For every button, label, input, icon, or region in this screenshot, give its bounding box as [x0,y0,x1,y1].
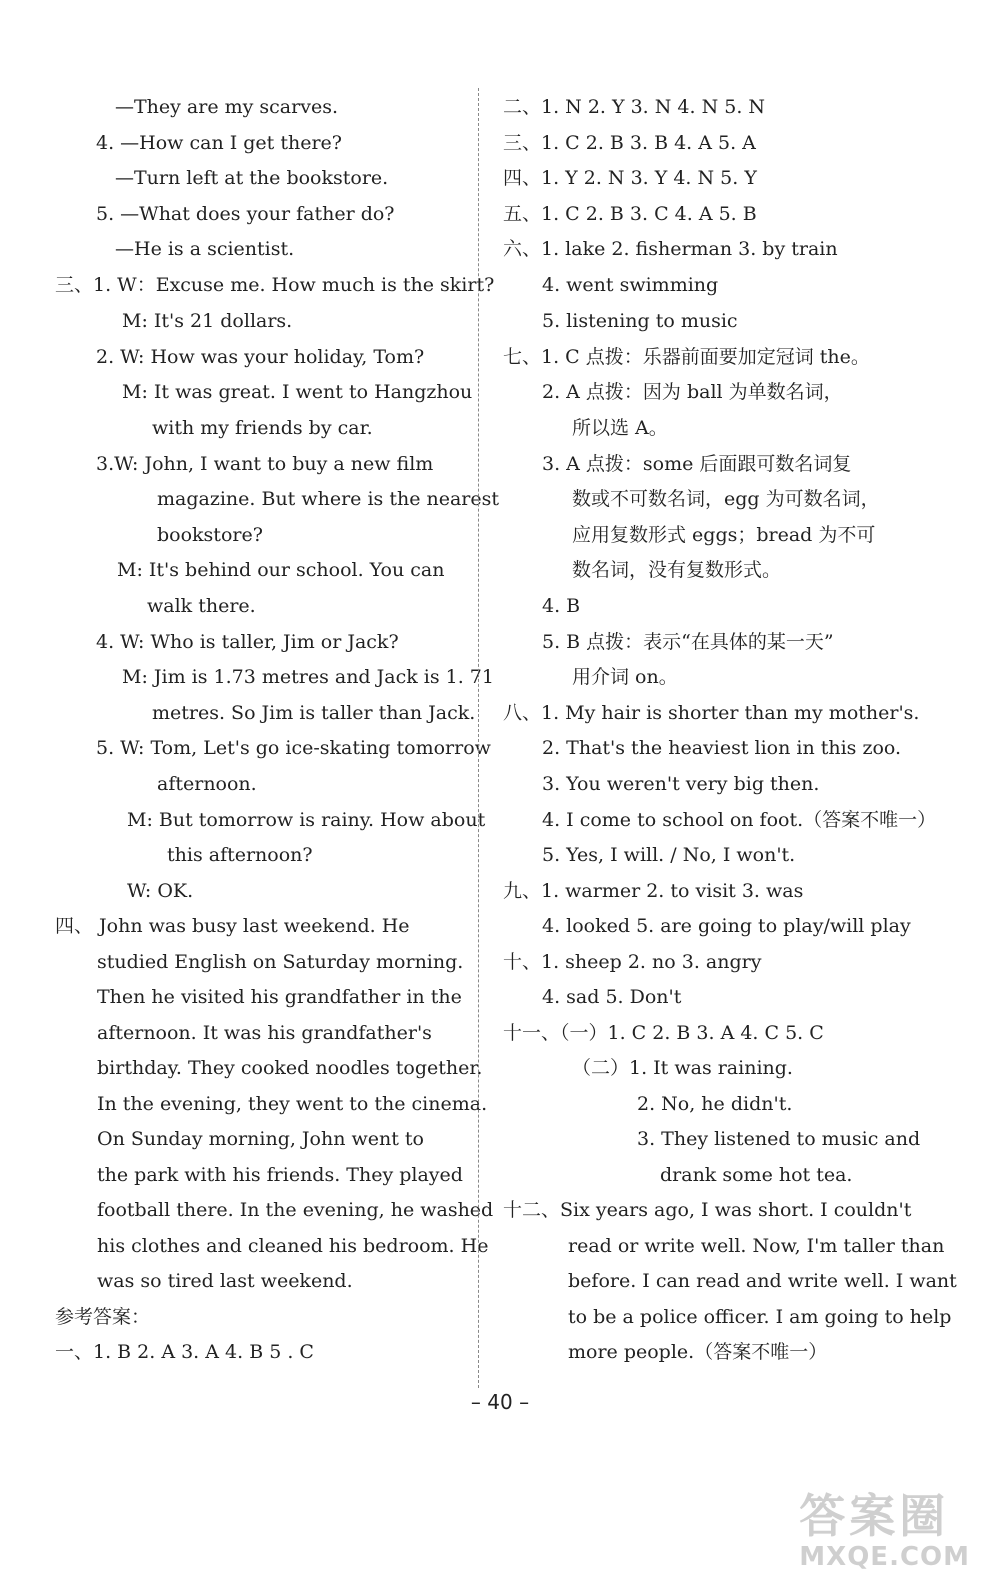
left-line: 4. W: Who is taller, Jim or Jack? [96,631,399,653]
right-line: 九、1. warmer 2. to visit 3. was [503,880,804,902]
right-line: read or write well. Now, I'm taller than [568,1235,945,1257]
left-line: birthday. They cooked noodles together. [97,1057,483,1079]
left-line: 三、1. W：Excuse me. How much is the skirt? [55,274,495,296]
watermark-url: MXQE.COM [799,1542,970,1572]
left-line: 2. W: How was your holiday, Tom? [96,346,425,368]
left-line: football there. In the evening, he washed [97,1199,494,1221]
left-line: —He is a scientist. [115,238,295,260]
page-number: – 40 – [470,1390,530,1414]
left-line: walk there. [147,595,256,617]
right-line: 八、1. My hair is shorter than my mother's. [503,702,920,724]
right-line: 4. went swimming [542,274,719,296]
left-line: On Sunday morning, John went to [97,1128,424,1150]
left-line: this afternoon? [167,844,313,866]
right-line: 5. B 点拨：表示“在具体的某一天” [542,631,834,653]
right-line: 4. sad 5. Don't [542,986,682,1008]
left-line: M: It's behind our school. You can [117,559,445,581]
left-line: M: But tomorrow is rainy. How about [127,809,486,831]
left-line: afternoon. It was his grandfather's [97,1022,432,1044]
right-line: 三、1. C 2. B 3. B 4. A 5. A [503,132,756,154]
left-line: magazine. But where is the nearest [157,488,500,510]
left-line: with my friends by car. [152,417,373,439]
left-line: was so tired last weekend. [97,1270,353,1292]
left-line: the park with his friends. They played [97,1164,463,1186]
right-line: 3. A 点拨：some 后面跟可数名词复 [542,453,852,475]
right-line: 七、1. C 点拨：乐器前面要加定冠词 the。 [503,346,870,368]
left-line: 5. W: Tom, Let's go ice-skating tomorrow [96,737,491,759]
left-line: In the evening, they went to the cinema. [97,1093,488,1115]
left-line: —Turn left at the bookstore. [115,167,389,189]
right-line: 所以选 A。 [572,417,668,439]
left-line: W: OK. [127,880,194,902]
right-line: before. I can read and write well. I want [568,1270,957,1292]
right-line: 数或不可数名词，egg 为可数名词， [572,488,880,510]
right-line: 二、1. N 2. Y 3. N 4. N 5. N [503,96,766,118]
right-line: 4. looked 5. are going to play/will play [542,915,911,937]
left-line: M: It's 21 dollars. [122,310,293,332]
left-line: 5. —What does your father do? [96,203,395,225]
left-line: studied English on Saturday morning. [97,951,464,973]
left-line: —They are my scarves. [115,96,338,118]
right-line: 十一、（一）1. C 2. B 3. A 4. C 5. C [503,1022,824,1044]
right-line: 2. No, he didn't. [637,1093,793,1115]
left-line: metres. So Jim is taller than Jack. [152,702,476,724]
right-line: 2. A 点拨：因为 ball 为单数名词， [542,381,843,403]
right-line: drank some hot tea. [660,1164,853,1186]
watermark-title: 答案圈 [799,1489,950,1543]
right-line: 十二、Six years ago, I was short. I couldn't [503,1199,912,1221]
right-line: to be a police officer. I am going to help [568,1306,952,1328]
watermark [799,1480,970,1572]
right-line: 十、1. sheep 2. no 3. angry [503,951,762,973]
left-line: M: Jim is 1.73 metres and Jack is 1. 71 [122,666,494,688]
left-line: M: It was great. I went to Hangzhou [122,381,473,403]
right-line: 应用复数形式 eggs；bread 为不可 [572,524,876,546]
right-line: 4. B [542,595,581,617]
left-line: 四、 John was busy last weekend. He [55,915,410,937]
right-line: more people.（答案不唯一） [568,1341,828,1363]
right-line: 5. listening to music [542,310,738,332]
right-line: 五、1. C 2. B 3. C 4. A 5. B [503,203,757,225]
right-line: 5. Yes, I will. / No, I won't. [542,844,796,866]
column-divider [478,88,479,1388]
left-line: 3.W: John, I want to buy a new film [96,453,434,475]
right-line: 用介词 on。 [572,666,678,688]
right-line: （二）1. It was raining. [572,1057,793,1079]
left-line: bookstore? [157,524,263,546]
right-line: 2. That's the heaviest lion in this zoo. [542,737,902,759]
right-line: 3. You weren't very big then. [542,773,820,795]
right-line: 六、1. lake 2. fisherman 3. by train [503,238,838,260]
left-line: afternoon. [157,773,257,795]
right-line: 数名词，没有复数形式。 [572,559,782,581]
left-line: 一、1. B 2. A 3. A 4. B 5 . C [55,1341,314,1363]
right-line: 4. I come to school on foot.（答案不唯一） [542,809,937,831]
left-line: his clothes and cleaned his bedroom. He [97,1235,489,1257]
right-line: 四、1. Y 2. N 3. Y 4. N 5. Y [503,167,757,189]
left-line: Then he visited his grandfather in the [97,986,462,1008]
left-line: 4. —How can I get there? [96,132,342,154]
left-line: 参考答案： [55,1306,151,1328]
right-line: 3. They listened to music and [637,1128,921,1150]
